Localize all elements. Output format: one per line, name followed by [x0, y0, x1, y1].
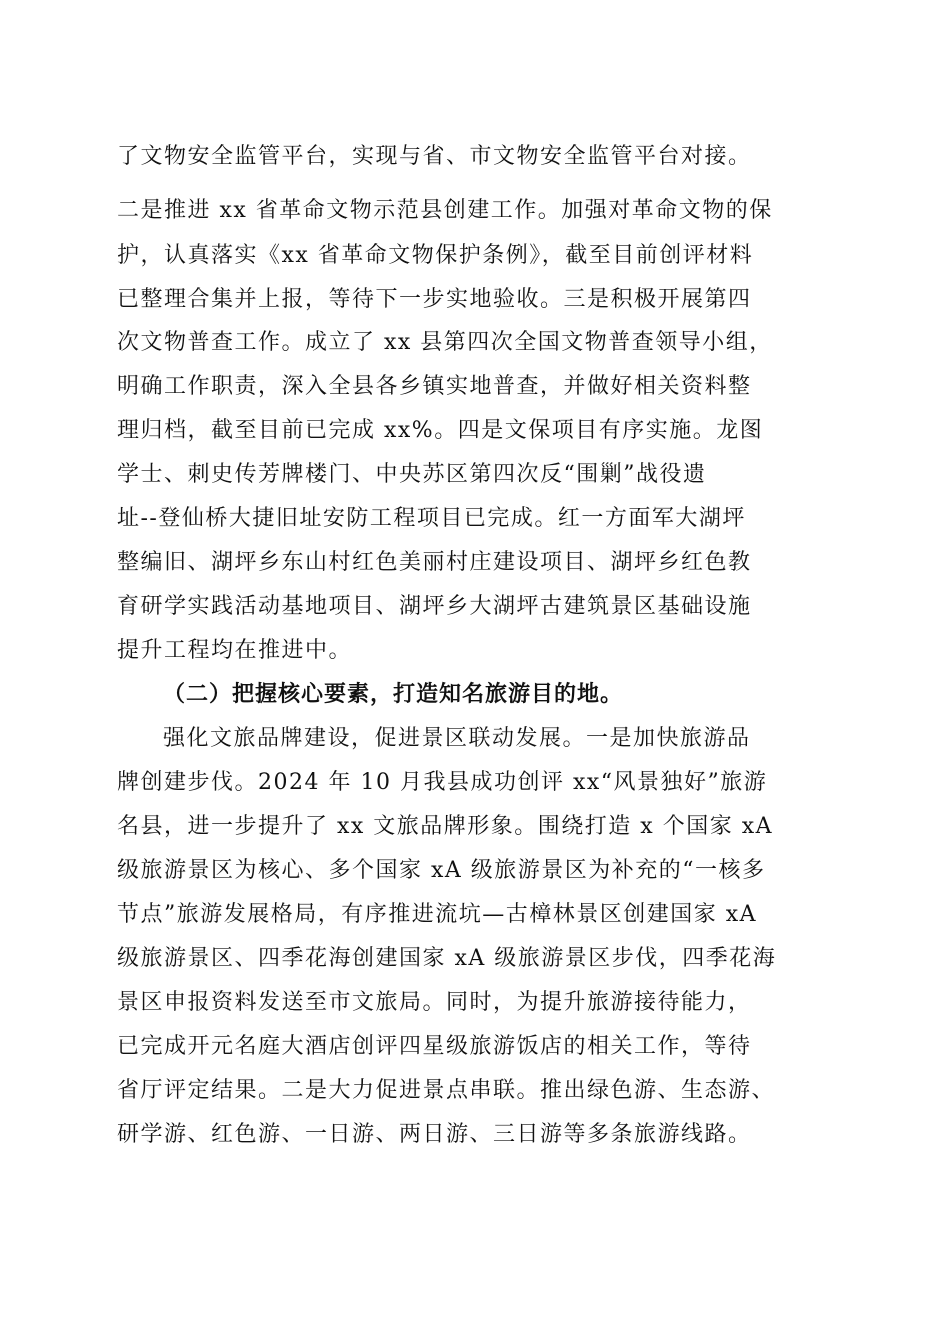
text-line: 学士、刺史传芳牌楼门、中央苏区第四次反“围剿”战役遗: [117, 462, 707, 487]
text-line: 级旅游景区、四季花海创建国家 xA 级旅游景区步伐，四季花海: [117, 946, 777, 971]
text-line: 提升工程均在推进中。: [117, 638, 353, 663]
text-line: 研学游、红色游、一日游、两日游、三日游等多条旅游线路。: [117, 1122, 752, 1147]
text-line: 名县，进一步提升了 xx 文旅品牌形象。围绕打造 x 个国家 xA: [117, 814, 773, 839]
text-line: 节点”旅游发展格局，有序推进流坑—古樟林景区创建国家 xA: [117, 902, 758, 927]
text-line: 整编旧、湖坪乡东山村红色美丽村庄建设项目、湖坪乡红色教: [117, 550, 752, 575]
text-line: 护，认真落实《xx 省革命文物保护条例》，截至目前创评材料: [117, 243, 754, 268]
text-line: 育研学实践活动基地项目、湖坪乡大湖坪古建筑景区基础设施: [117, 594, 752, 619]
text-line: 了文物安全监管平台，实现与省、市文物安全监管平台对接。: [117, 144, 752, 169]
text-line: 二是推进 xx 省革命文物示范县创建工作。加强对革命文物的保: [117, 198, 773, 223]
text-line: 景区申报资料发送至市文旅局。同时，为提升旅游接待能力，: [117, 990, 752, 1015]
text-line: 已整理合集并上报，等待下一步实地验收。三是积极开展第四: [117, 287, 752, 312]
text-line: 次文物普查工作。成立了 xx 县第四次全国文物普查领导小组，: [117, 330, 773, 355]
text-line: 明确工作职责，深入全县各乡镇实地普查，并做好相关资料整: [117, 374, 752, 399]
text-line: 强化文旅品牌建设，促进景区联动发展。一是加快旅游品: [163, 726, 751, 751]
text-line: 理归档，截至目前已完成 xx%。四是文保项目有序实施。龙图: [117, 418, 764, 443]
text-line: 牌创建步伐。2024 年 10 月我县成功创评 xx“风景独好”旅游: [117, 770, 768, 795]
text-line: 已完成开元名庭大酒店创评四星级旅游饭店的相关工作，等待: [117, 1034, 752, 1059]
text-line: 址--登仙桥大捷旧址安防工程项目已完成。红一方面军大湖坪: [117, 506, 746, 531]
section-heading: （二）把握核心要素，打造知名旅游目的地。: [163, 682, 624, 707]
text-line: 级旅游景区为核心、多个国家 xA 级旅游景区为补充的“一核多: [117, 858, 766, 883]
text-line: 省厅评定结果。二是大力促进景点串联。推出绿色游、生态游、: [117, 1078, 776, 1103]
